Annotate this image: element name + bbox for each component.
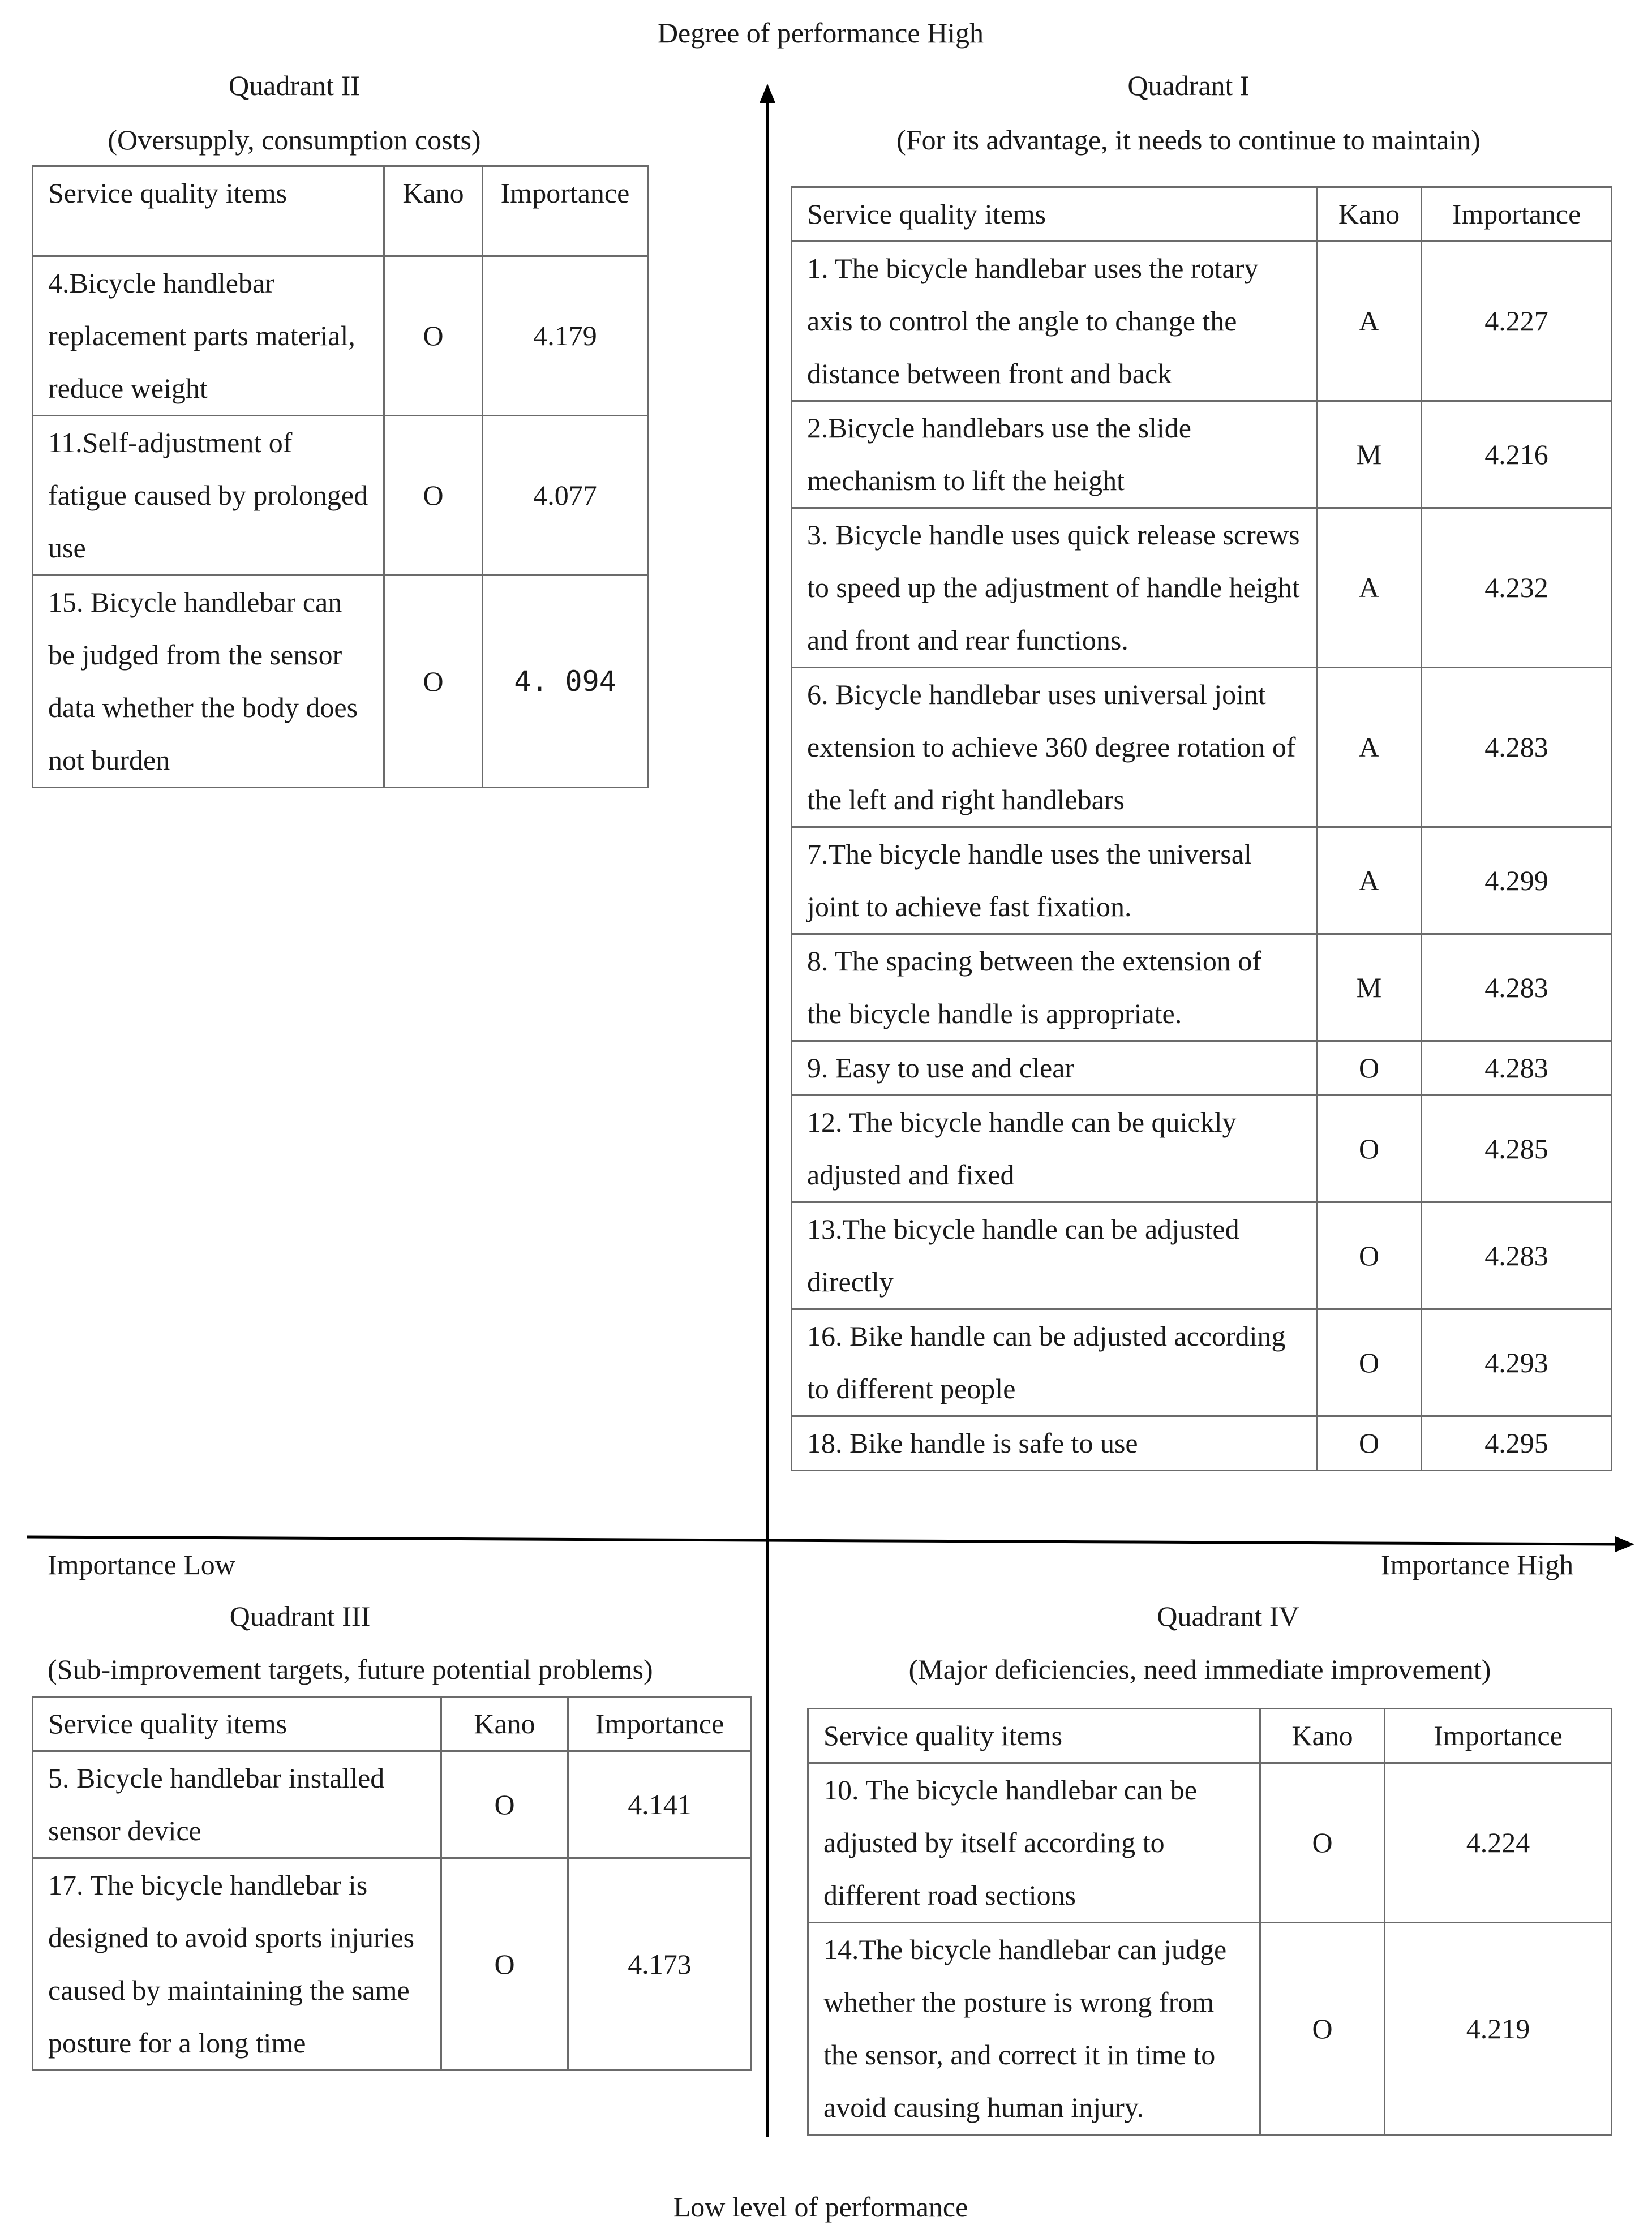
table-row (792, 1309, 1612, 1416)
header-importance: Importance (1422, 187, 1612, 242)
quadrant-iv-title: Quadrant IV (1157, 1600, 1299, 1632)
service-item: 12. The bicycle handle can be quickly adjusted and fixed (792, 1096, 1317, 1202)
header-kano: Kano (384, 166, 483, 256)
importance-value: 4.141 (568, 1751, 752, 1858)
importance-value: 4.283 (1422, 668, 1612, 827)
header-importance: Importance (1385, 1709, 1612, 1763)
quadrant-i-subtitle: (For its advantage, it needs to continue to maintain) (896, 124, 1481, 156)
table-row (792, 827, 1612, 934)
service-item: 8. The spacing between the extension of the bicycle handle is appropriate. (792, 934, 1317, 1041)
table-row (33, 256, 648, 416)
kano-value: O (384, 416, 483, 575)
kano-value: O (1317, 1041, 1422, 1096)
table-row (792, 242, 1612, 401)
horizontal-axis-arrowhead (1615, 1536, 1634, 1552)
header-service-items: Service quality items (33, 1697, 441, 1751)
axis-label-top: Degree of performance High (657, 17, 984, 49)
table-row (792, 1041, 1612, 1096)
table-row (792, 1202, 1612, 1309)
importance-value: 4.293 (1422, 1309, 1612, 1416)
kano-value: M (1317, 934, 1422, 1041)
importance-value: 4.219 (1385, 1923, 1612, 2135)
importance-value: 4.227 (1422, 242, 1612, 401)
kano-value: O (441, 1751, 568, 1858)
kano-value: O (1260, 1763, 1385, 1923)
service-item: 1. The bicycle handlebar uses the rotary axis to control the angle to change the distance between front and back (792, 242, 1317, 401)
importance-value: 4.283 (1422, 1041, 1612, 1096)
importance-value: 4.299 (1422, 827, 1612, 934)
header-importance: Importance (568, 1697, 752, 1751)
quadrant-iv-table (807, 1708, 1612, 2136)
quadrant-iii-title: Quadrant III (229, 1600, 371, 1632)
service-item: 10. The bicycle handlebar can be adjusted by itself according to different road sections (808, 1763, 1260, 1923)
table-row (792, 508, 1612, 668)
service-item: 7.The bicycle handle uses the universal joint to achieve fast fixation. (792, 827, 1317, 934)
table-row (792, 668, 1612, 827)
axis-label-right: Importance High (1381, 1549, 1574, 1580)
vertical-axis-arrowhead (760, 84, 775, 103)
service-item: 14.The bicycle handlebar can judge whether the posture is wrong from the sensor, and correct it in time to avoid causing human injury. (808, 1923, 1260, 2135)
header-importance: Importance (483, 166, 648, 256)
table-row (33, 1858, 752, 2071)
header-kano: Kano (1317, 187, 1422, 242)
importance-value: 4.173 (568, 1858, 752, 2071)
importance-value: 4.077 (483, 416, 648, 575)
header-service-items: Service quality items (792, 187, 1317, 242)
header-service-items: Service quality items (808, 1709, 1260, 1763)
kano-value: M (1317, 401, 1422, 508)
header-kano: Kano (1260, 1709, 1385, 1763)
table-row (792, 1096, 1612, 1202)
service-item: 5. Bicycle handlebar installed sensor device (33, 1751, 441, 1858)
importance-value: 4.216 (1422, 401, 1612, 508)
table-row (792, 401, 1612, 508)
quadrant-i-table (791, 186, 1612, 1471)
kano-value: A (1317, 242, 1422, 401)
horizontal-axis (27, 1537, 1617, 1544)
axis-label-bottom: Low level of performance (673, 2191, 968, 2223)
service-item: 18. Bike handle is safe to use (792, 1416, 1317, 1471)
kano-value: O (1317, 1202, 1422, 1309)
quadrant-iii-subtitle: (Sub-improvement targets, future potential problems) (48, 1653, 653, 1685)
header-kano: Kano (441, 1697, 568, 1751)
table-header-row (808, 1709, 1612, 1763)
service-item: 4.Bicycle handlebar replacement parts material, reduce weight (33, 256, 384, 416)
kano-value: O (1317, 1416, 1422, 1471)
table-row (33, 575, 648, 788)
importance-value: 4.295 (1422, 1416, 1612, 1471)
quadrant-ii-table (32, 165, 649, 788)
importance-value: 4.232 (1422, 508, 1612, 668)
importance-value: 4.283 (1422, 1202, 1612, 1309)
quadrant-ii-subtitle: (Oversupply, consumption costs) (108, 124, 481, 156)
kano-value: O (441, 1858, 568, 2071)
kano-value: A (1317, 508, 1422, 668)
service-item: 11.Self-adjustment of fatigue caused by prolonged use (33, 416, 384, 575)
kano-value: O (384, 575, 483, 788)
quadrant-ii-title: Quadrant II (229, 70, 360, 101)
kano-value: O (1317, 1309, 1422, 1416)
table-row (808, 1763, 1612, 1923)
service-item: 13.The bicycle handle can be adjusted directly (792, 1202, 1317, 1309)
importance-value: 4.283 (1422, 934, 1612, 1041)
kano-value: A (1317, 827, 1422, 934)
table-header-row (33, 1697, 752, 1751)
service-item: 15. Bicycle handlebar can be judged from the sensor data whether the body does not burden (33, 575, 384, 788)
service-item: 9. Easy to use and clear (792, 1041, 1317, 1096)
table-header-row (792, 187, 1612, 242)
kano-value: O (384, 256, 483, 416)
axis-label-left: Importance Low (48, 1549, 235, 1580)
kano-value: O (1317, 1096, 1422, 1202)
service-item: 3. Bicycle handle uses quick release screws to speed up the adjustment of handle height and front and rear functions. (792, 508, 1317, 668)
importance-value: 4.285 (1422, 1096, 1612, 1202)
importance-value: 4.179 (483, 256, 648, 416)
table-row (792, 1416, 1612, 1471)
quadrant-iii-table (32, 1696, 752, 2071)
kano-value: O (1260, 1923, 1385, 2135)
service-item: 16. Bike handle can be adjusted according to different people (792, 1309, 1317, 1416)
table-row (808, 1923, 1612, 2135)
table-header-row (33, 166, 648, 256)
kano-value: A (1317, 668, 1422, 827)
service-item: 2.Bicycle handlebars use the slide mechanism to lift the height (792, 401, 1317, 508)
table-row (33, 416, 648, 575)
quadrant-iv-subtitle: (Major deficiencies, need immediate improvement) (908, 1653, 1491, 1685)
importance-value: 4.224 (1385, 1763, 1612, 1923)
table-row (792, 934, 1612, 1041)
table-row (33, 1751, 752, 1858)
quadrant-i-title: Quadrant I (1127, 70, 1250, 101)
service-item: 6. Bicycle handlebar uses universal joint extension to achieve 360 degree rotation of the left and right handlebars (792, 668, 1317, 827)
header-service-items: Service quality items (33, 166, 384, 256)
importance-value: 4. 094 (483, 575, 648, 788)
service-item: 17. The bicycle handlebar is designed to avoid sports injuries caused by maintaining the same posture for a long time (33, 1858, 441, 2071)
